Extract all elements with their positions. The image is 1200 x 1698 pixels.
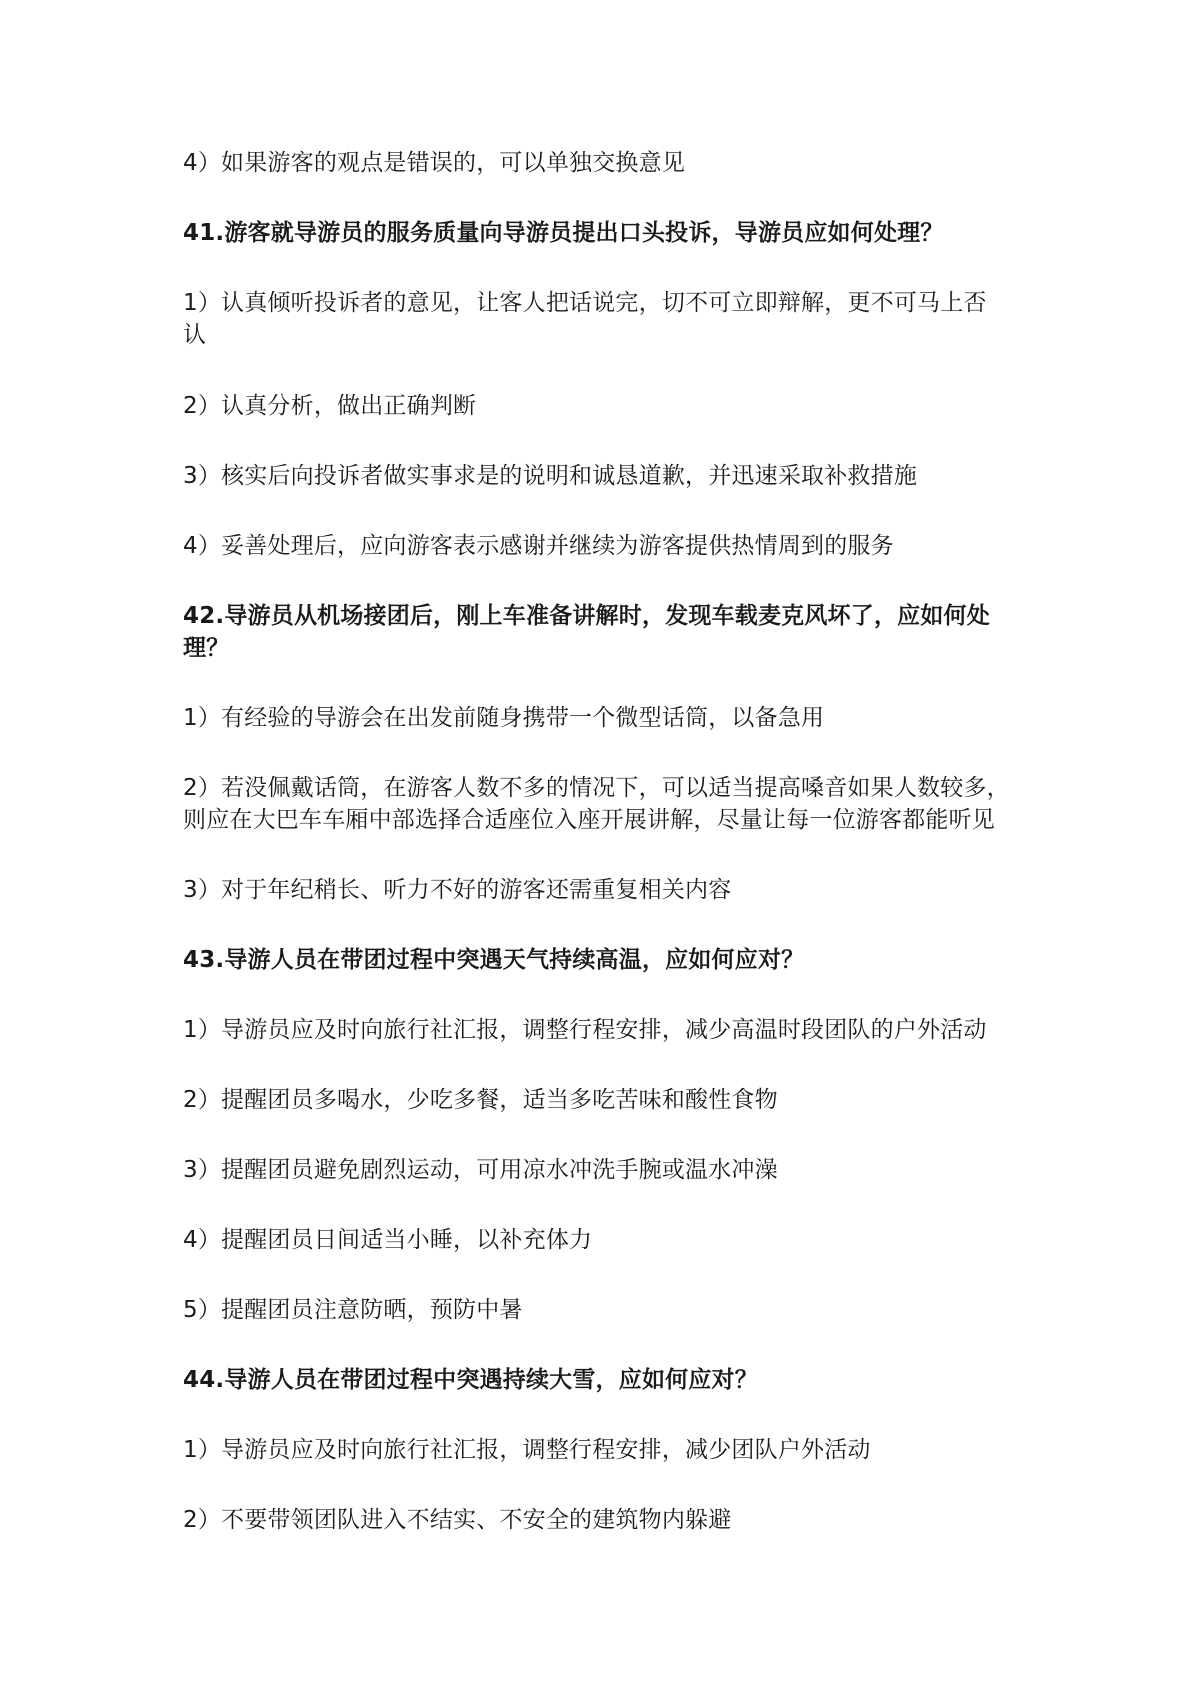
answer-42-3: 3）对于年纪稍长、听力不好的游客还需重复相关内容 (183, 877, 732, 903)
answer-44-1: 1）导游员应及时向旅行社汇报，调整行程安排，减少团队户外活动 (183, 1437, 871, 1463)
question-44: 44.导游人员在带团过程中突遇持续大雪，应如何应对？ (183, 1367, 758, 1393)
answer-41-2: 2）认真分析，做出正确判断 (183, 393, 477, 419)
answer-41-3: 3）核实后向投诉者做实事求是的说明和诚恳道歉，并迅速采取补救措施 (183, 463, 918, 489)
answer-42-2-line-2: 则应在大巴车车厢中部选择合适座位入座开展讲解，尽量让每一位游客都能听见 (183, 807, 995, 833)
answer-41-1-line-2: 认 (183, 322, 207, 348)
answer-43-1: 1）导游员应及时向旅行社汇报，调整行程安排，减少高温时段团队的户外活动 (183, 1017, 987, 1043)
answer-40-4: 4）如果游客的观点是错误的，可以单独交换意见 (183, 150, 686, 176)
answer-43-4: 4）提醒团员日间适当小睡，以补充体力 (183, 1227, 593, 1253)
answer-41-4: 4）妥善处理后，应向游客表示感谢并继续为游客提供热情周到的服务 (183, 533, 894, 559)
question-43: 43.导游人员在带团过程中突遇天气持续高温，应如何应对？ (183, 947, 805, 973)
answer-41-1-line-1: 1）认真倾听投诉者的意见，让客人把话说完，切不可立即辩解，更不可马上否 (183, 290, 987, 316)
question-41: 41.游客就导游员的服务质量向导游员提出口头投诉，导游员应如何处理？ (183, 220, 944, 246)
answer-44-2: 2）不要带领团队进入不结实、不安全的建筑物内躲避 (183, 1507, 732, 1533)
answer-43-2: 2）提醒团员多喝水，少吃多餐，适当多吃苦味和酸性食物 (183, 1087, 778, 1113)
question-42-line-2: 理？ (183, 635, 230, 661)
answer-42-2-line-1: 2）若没佩戴话筒，在游客人数不多的情况下，可以适当提高嗓音如果人数较多， (183, 775, 1010, 801)
question-42-line-1: 42.导游员从机场接团后，刚上车准备讲解时，发现车载麦克风坏了，应如何处 (183, 603, 990, 629)
answer-42-1: 1）有经验的导游会在出发前随身携带一个微型话筒，以备急用 (183, 705, 825, 731)
answer-43-3: 3）提醒团员避免剧烈运动，可用凉水冲洗手腕或温水冲澡 (183, 1157, 778, 1183)
answer-43-5: 5）提醒团员注意防晒，预防中暑 (183, 1297, 523, 1323)
